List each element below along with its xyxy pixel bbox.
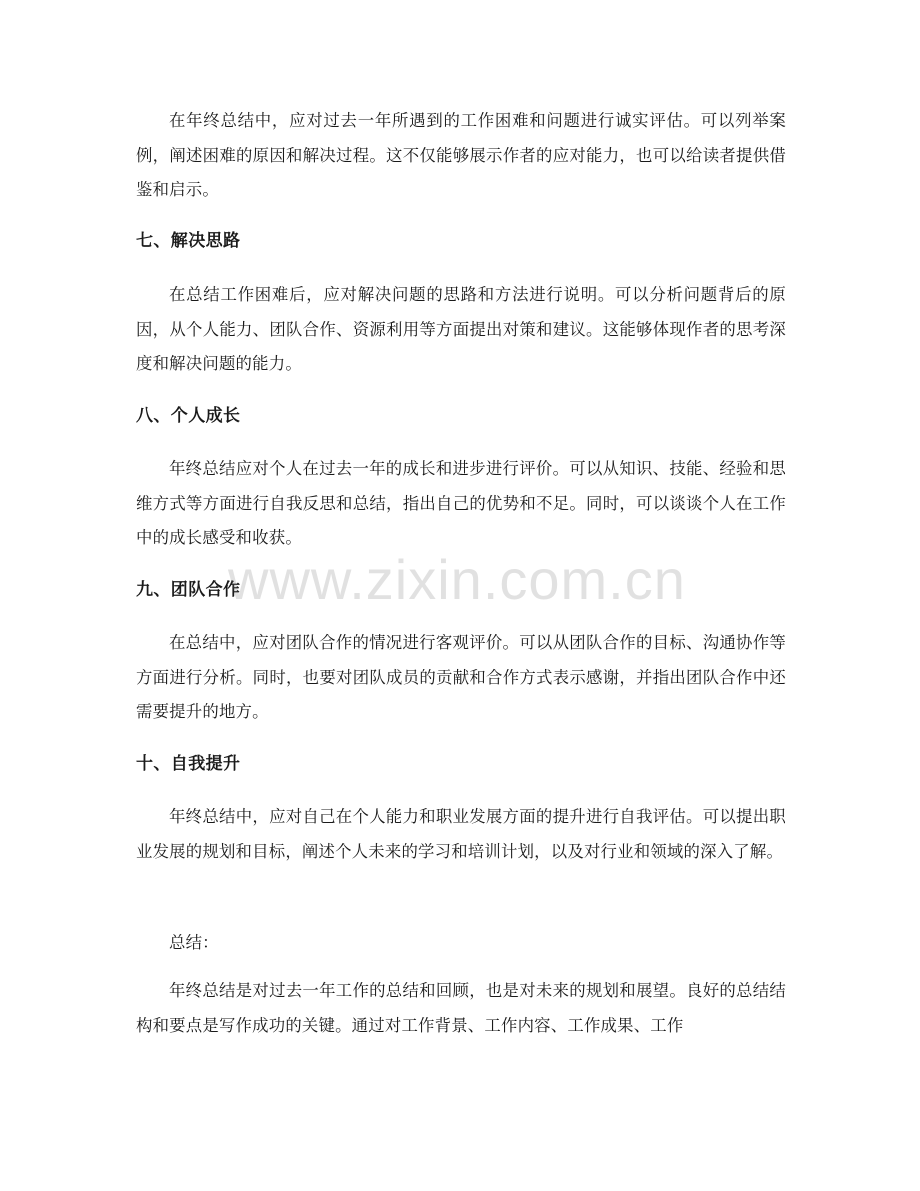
section-9-paragraph: 在总结中，应对团队合作的情况进行客观评价。可以从团队合作的目标、沟通协作等方面进行分析。同时，也要对团队成员的贡献和合作方式表示感谢，并指出团队合作中还需要提升的地方。 <box>136 633 786 722</box>
section-9-heading: 九、团队合作 <box>136 580 241 600</box>
section-10-paragraph: 年终总结中，应对自己在个人能力和职业发展方面的提升进行自我评估。可以提出职业发展的规划和目标，阐述个人未来的学习和培训计划，以及对行业和领域的深入了解。 <box>136 807 786 861</box>
summary-paragraph: 年终总结是对过去一年工作的总结和回顾，也是对未来的规划和展望。良好的总结结构和要点是写作成功的关键。通过对工作背景、工作内容、工作成果、工作 <box>136 981 786 1035</box>
section-8-heading: 八、个人成长 <box>136 406 241 426</box>
summary-label: 总结： <box>169 933 219 952</box>
section-7-paragraph: 在总结工作困难后，应对解决问题的思路和方法进行说明。可以分析问题背后的原因，从个人能力、团队合作、资源利用等方面提出对策和建议。这能够体现作者的思考深度和解决问题的能力。 <box>136 285 786 374</box>
section-10-heading: 十、自我提升 <box>136 754 241 774</box>
intro-paragraph: 在年终总结中，应对过去一年所遇到的工作困难和问题进行诚实评估。可以列举案例，阐述困难的原因和解决过程。这不仅能够展示作者的应对能力，也可以给读者提供借鉴和启示。 <box>136 111 786 200</box>
section-7-heading: 七、解决思路 <box>136 231 241 251</box>
section-8-paragraph: 年终总结应对个人在过去一年的成长和进步进行评价。可以从知识、技能、经验和思维方式等方面进行自我反思和总结，指出自己的优势和不足。同时，可以谈谈个人在工作中的成长感受和收获。 <box>136 459 786 548</box>
watermark: www.zixin.com.cn <box>228 548 686 611</box>
